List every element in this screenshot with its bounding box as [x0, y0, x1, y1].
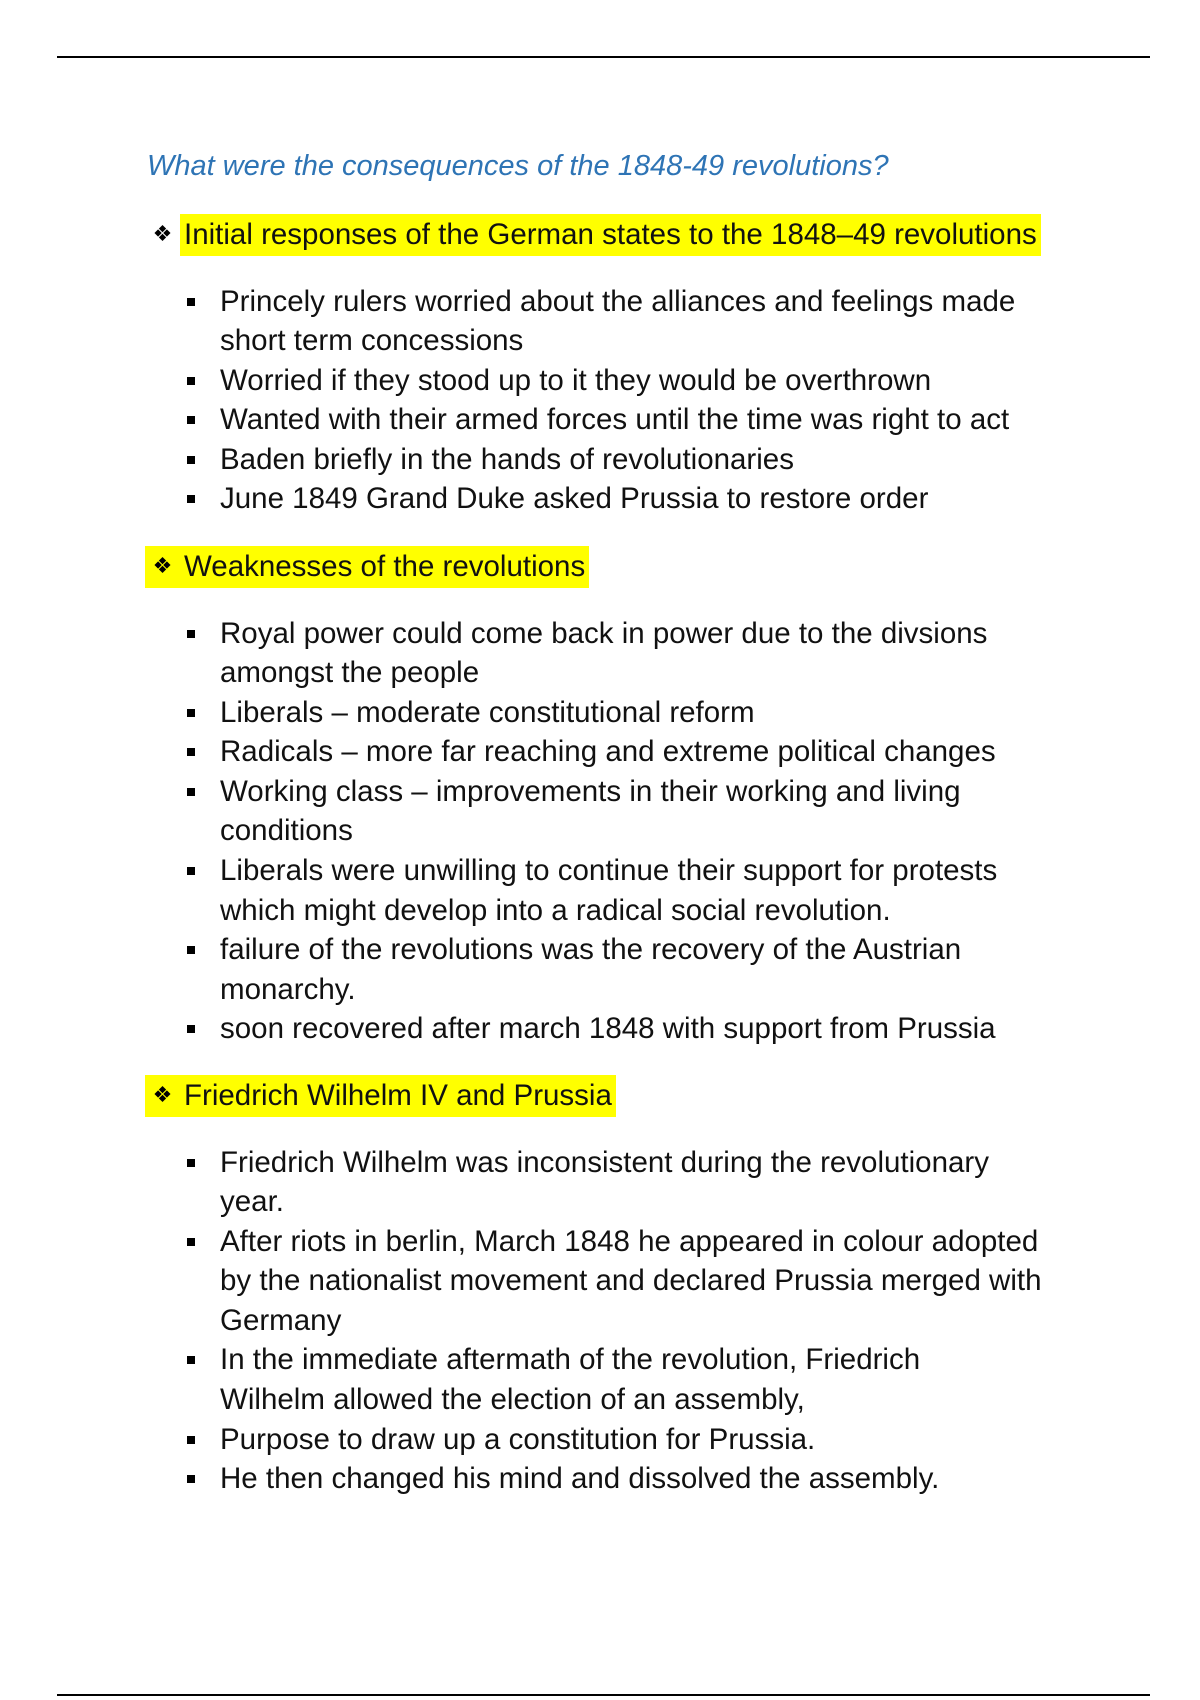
square-bullet-icon [187, 1356, 195, 1364]
page-title: What were the consequences of the 1848-49 revolutions? [147, 150, 889, 182]
list-item-text: After riots in berlin, March 1848 he appeared in colour adopted by the nationalist movement and declared Prussia merged with Germany [220, 1224, 1042, 1337]
section-heading-text: Friedrich Wilhelm IV and Prussia [184, 1079, 612, 1112]
list-item [145, 732, 1145, 772]
section-heading [145, 546, 589, 588]
list-item [145, 479, 1145, 519]
list-item-text: Working class – improvements in their working and living conditions [220, 774, 961, 848]
list-item-text: Worried if they stood up to it they would be overthrown [220, 363, 932, 397]
list-item-text: Princely rulers worried about the alliances and feelings made short term concessions [220, 284, 1016, 358]
section-heading-text: Weaknesses of the revolutions [184, 550, 586, 583]
section-weaknesses [145, 546, 1145, 1049]
square-bullet-icon [187, 298, 195, 306]
list-item-text: In the immediate aftermath of the revolution, Friedrich Wilhelm allowed the election of an assembly, [220, 1343, 921, 1417]
bullet-list [145, 614, 1145, 1050]
list-item-text: Liberals were unwilling to continue their support for protests which might develop into a radical social revolution. [220, 854, 998, 927]
section-friedrich-wilhelm [145, 1075, 1145, 1499]
square-bullet-icon [187, 1475, 195, 1483]
section-heading [145, 1075, 616, 1117]
list-item-text: He then changed his mind and dissolved the assembly. [220, 1462, 940, 1496]
square-bullet-icon [187, 1238, 195, 1246]
square-bullet-icon [187, 709, 195, 717]
section-heading-text: Initial responses of the German states to the 1848–49 revolutions [180, 214, 1041, 256]
list-item [145, 930, 1145, 1009]
list-item-text: Radicals – more far reaching and extreme political changes [220, 735, 996, 769]
list-item-text: Liberals – moderate constitutional reform [220, 695, 755, 729]
bottom-rule [57, 1694, 1150, 1696]
list-item-text: soon recovered after march 1848 with support from Prussia [220, 1012, 996, 1046]
list-item-text: failure of the revolutions was the recovery of the Austrian monarchy. [220, 933, 962, 1006]
list-item [145, 693, 1145, 733]
bullet-list [145, 1143, 1145, 1499]
list-item-text: Royal power could come back in power due to the divsions amongst the people [220, 616, 988, 690]
square-bullet-icon [187, 630, 195, 638]
list-item [145, 1143, 1145, 1222]
section-heading [145, 214, 1041, 256]
square-bullet-icon [187, 946, 195, 954]
diamond-bullet-icon [145, 214, 180, 256]
list-item [145, 440, 1145, 480]
list-item [145, 361, 1145, 401]
section-initial-responses [145, 214, 1145, 519]
diamond-bullet-icon [145, 546, 180, 588]
square-bullet-icon [187, 377, 195, 385]
list-item [145, 1340, 1145, 1419]
list-item [145, 400, 1145, 440]
square-bullet-icon [187, 456, 195, 464]
diamond-bullet-icon [145, 1075, 180, 1117]
top-rule [57, 56, 1150, 58]
square-bullet-icon [187, 788, 195, 796]
list-item-text: Baden briefly in the hands of revolutionaries [220, 442, 794, 476]
list-item [145, 1459, 1145, 1499]
bullet-list [145, 282, 1145, 520]
list-item [145, 772, 1145, 851]
list-item [145, 1009, 1145, 1049]
square-bullet-icon [187, 1436, 195, 1444]
list-item [145, 1222, 1145, 1341]
list-item [145, 282, 1145, 361]
list-item [145, 851, 1145, 930]
list-item [145, 614, 1145, 693]
square-bullet-icon [187, 495, 195, 503]
square-bullet-icon [187, 416, 195, 424]
square-bullet-icon [187, 1025, 195, 1033]
list-item-text: Purpose to draw up a constitution for Prussia. [220, 1422, 816, 1456]
square-bullet-icon [187, 1159, 195, 1167]
list-item-text: Wanted with their armed forces until the time was right to act [220, 403, 1010, 437]
list-item-text: Friedrich Wilhelm was inconsistent during the revolutionary year. [220, 1145, 989, 1219]
list-item-text: June 1849 Grand Duke asked Prussia to restore order [220, 482, 929, 516]
list-item [145, 1420, 1145, 1460]
square-bullet-icon [187, 867, 195, 875]
square-bullet-icon [187, 748, 195, 756]
